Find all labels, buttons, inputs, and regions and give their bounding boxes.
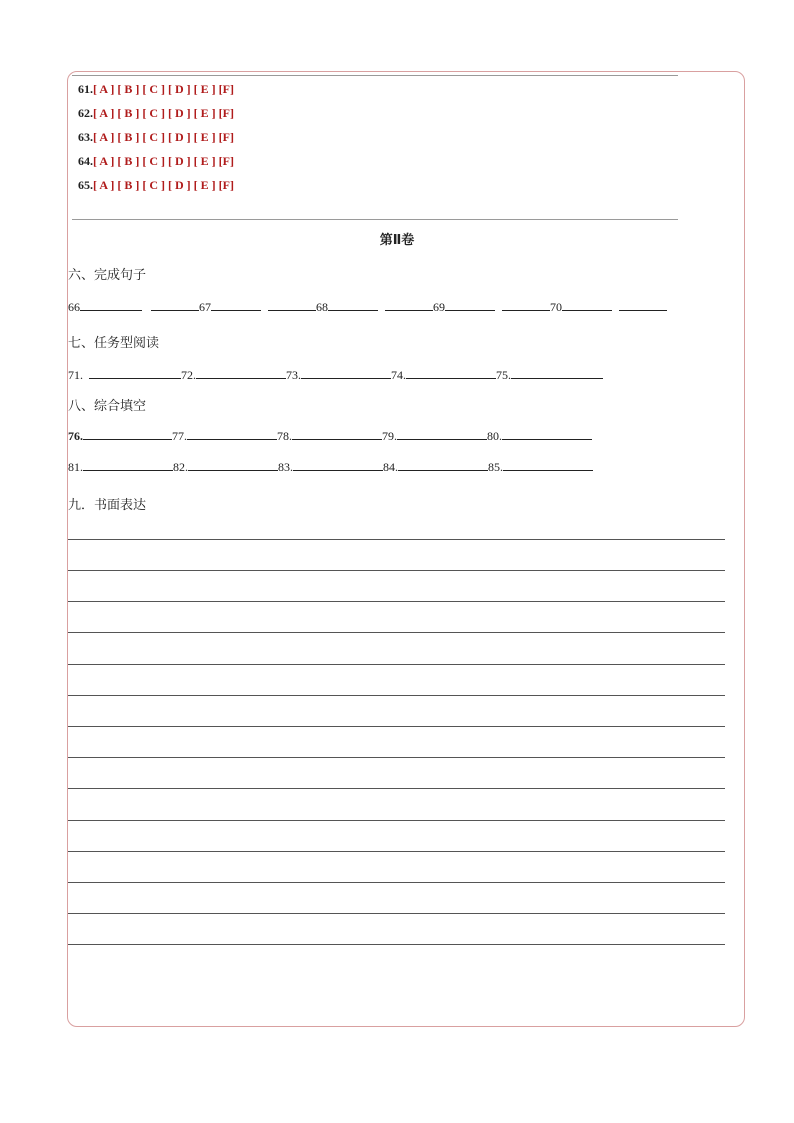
writing-line[interactable] bbox=[68, 757, 725, 758]
item-number: 66 bbox=[68, 300, 80, 314]
writing-line[interactable] bbox=[68, 570, 725, 571]
item-number: 82. bbox=[173, 460, 188, 474]
section6-answers bbox=[68, 298, 667, 315]
section7-answers bbox=[68, 366, 603, 383]
answer-blank[interactable] bbox=[398, 458, 488, 471]
writing-line[interactable] bbox=[68, 695, 725, 696]
question-number: 63. bbox=[78, 130, 93, 144]
item-number: 84. bbox=[383, 460, 398, 474]
writing-line[interactable] bbox=[68, 788, 725, 789]
item-number: 71. bbox=[68, 368, 83, 382]
choice-row-61 bbox=[78, 82, 234, 96]
writing-line[interactable] bbox=[68, 664, 725, 665]
choice-row-64 bbox=[78, 154, 234, 168]
part2-title: 第Ⅱ卷 bbox=[379, 233, 415, 248]
answer-blank[interactable] bbox=[268, 298, 316, 311]
answer-blank[interactable] bbox=[562, 298, 612, 311]
choice-row-65 bbox=[78, 178, 234, 192]
top-divider bbox=[72, 75, 678, 76]
option-bubbles[interactable]: [ A ] [ B ] [ C ] [ D ] [ E ] [F] bbox=[93, 82, 234, 96]
question-number: 61. bbox=[78, 82, 93, 96]
section8-answers-row1 bbox=[68, 427, 592, 444]
question-number: 62. bbox=[78, 106, 93, 120]
answer-blank[interactable] bbox=[301, 366, 391, 379]
section8-heading: 八、综合填空 bbox=[68, 399, 147, 414]
answer-blank[interactable] bbox=[293, 458, 383, 471]
answer-blank[interactable] bbox=[406, 366, 496, 379]
item-number: 75. bbox=[496, 368, 511, 382]
section6-heading: 六、完成句子 bbox=[68, 268, 147, 283]
item-number: 80. bbox=[487, 429, 502, 443]
answer-blank[interactable] bbox=[502, 298, 550, 311]
item-number: 85. bbox=[488, 460, 503, 474]
choice-row-63 bbox=[78, 130, 234, 144]
writing-line[interactable] bbox=[68, 820, 725, 821]
answer-sheet-frame bbox=[67, 71, 745, 1027]
answer-blank[interactable] bbox=[502, 427, 592, 440]
answer-blank[interactable] bbox=[83, 427, 172, 440]
answer-blank[interactable] bbox=[511, 366, 603, 379]
writing-line[interactable] bbox=[68, 601, 725, 602]
option-bubbles[interactable]: [ A ] [ B ] [ C ] [ D ] [ E ] [F] bbox=[93, 106, 234, 120]
section7-heading: 七、任务型阅读 bbox=[68, 336, 160, 351]
answer-blank[interactable] bbox=[397, 427, 487, 440]
item-number: 78. bbox=[277, 429, 292, 443]
item-number: 67 bbox=[199, 300, 211, 314]
writing-line[interactable] bbox=[68, 539, 725, 540]
item-number: 70 bbox=[550, 300, 562, 314]
answer-blank[interactable] bbox=[292, 427, 382, 440]
item-number: 68 bbox=[316, 300, 328, 314]
answer-blank[interactable] bbox=[619, 298, 667, 311]
answer-blank[interactable] bbox=[385, 298, 433, 311]
answer-blank[interactable] bbox=[445, 298, 495, 311]
writing-line[interactable] bbox=[68, 913, 725, 914]
option-bubbles[interactable]: [ A ] [ B ] [ C ] [ D ] [ E ] [F] bbox=[93, 178, 234, 192]
item-number: 79. bbox=[382, 429, 397, 443]
item-number: 83. bbox=[278, 460, 293, 474]
section9-heading: 九．书面表达 bbox=[68, 498, 147, 513]
writing-line[interactable] bbox=[68, 632, 725, 633]
writing-line[interactable] bbox=[68, 726, 725, 727]
item-number: 72. bbox=[181, 368, 196, 382]
writing-line[interactable] bbox=[68, 944, 725, 945]
item-number: 69 bbox=[433, 300, 445, 314]
answer-blank[interactable] bbox=[187, 427, 277, 440]
section8-answers-row2 bbox=[68, 458, 593, 475]
answer-blank[interactable] bbox=[328, 298, 378, 311]
question-number: 65. bbox=[78, 178, 93, 192]
answer-blank[interactable] bbox=[503, 458, 593, 471]
writing-line[interactable] bbox=[68, 851, 725, 852]
answer-blank[interactable] bbox=[188, 458, 278, 471]
question-number: 64. bbox=[78, 154, 93, 168]
answer-blank[interactable] bbox=[89, 366, 181, 379]
writing-line[interactable] bbox=[68, 882, 725, 883]
item-number: 76. bbox=[68, 429, 83, 443]
item-number: 74. bbox=[391, 368, 406, 382]
item-number: 81. bbox=[68, 460, 83, 474]
item-number: 77. bbox=[172, 429, 187, 443]
answer-blank[interactable] bbox=[196, 366, 286, 379]
answer-blank[interactable] bbox=[211, 298, 261, 311]
answer-blank[interactable] bbox=[83, 458, 173, 471]
answer-blank[interactable] bbox=[80, 298, 142, 311]
choice-row-62 bbox=[78, 106, 234, 120]
item-number: 73. bbox=[286, 368, 301, 382]
answer-blank[interactable] bbox=[151, 298, 199, 311]
option-bubbles[interactable]: [ A ] [ B ] [ C ] [ D ] [ E ] [F] bbox=[93, 154, 234, 168]
option-bubbles[interactable]: [ A ] [ B ] [ C ] [ D ] [ E ] [F] bbox=[93, 130, 234, 144]
section-divider bbox=[72, 219, 678, 220]
